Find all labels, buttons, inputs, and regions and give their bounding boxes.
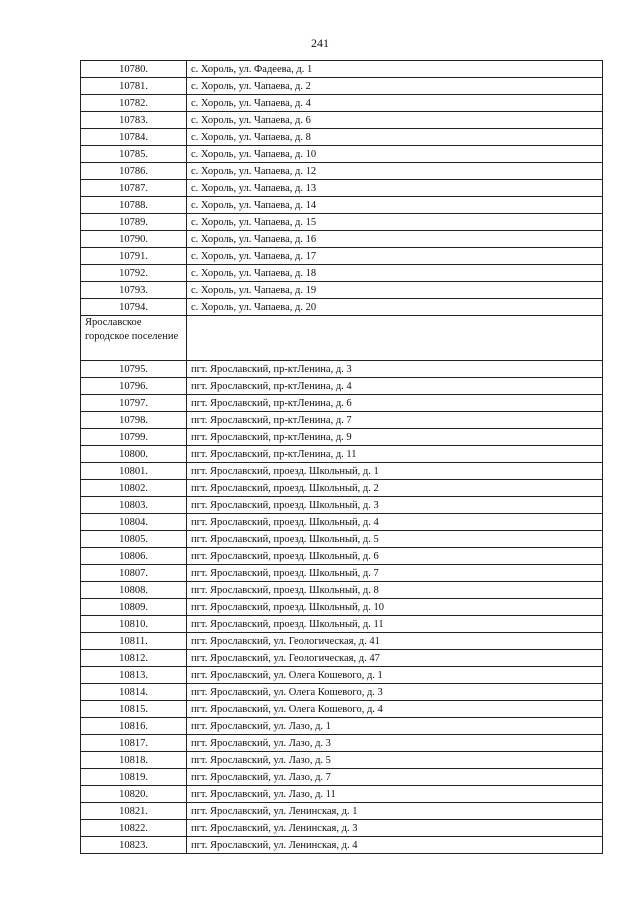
address-cell: с. Хороль, ул. Чапаева, д. 15 (187, 214, 603, 231)
address-cell: с. Хороль, ул. Чапаева, д. 20 (187, 299, 603, 316)
address-cell: пгт. Ярославский, проезд. Школьный, д. 11 (187, 616, 603, 633)
address-cell: пгт. Ярославский, пр-ктЛенина, д. 11 (187, 446, 603, 463)
row-number: 10783. (81, 112, 187, 129)
row-number: 10804. (81, 514, 187, 531)
table-row (81, 735, 603, 752)
row-number: 10796. (81, 378, 187, 395)
row-number: 10809. (81, 599, 187, 616)
address-cell: пгт. Ярославский, проезд. Школьный, д. 5 (187, 531, 603, 548)
address-cell: пгт. Ярославский, пр-ктЛенина, д. 9 (187, 429, 603, 446)
row-number: 10808. (81, 582, 187, 599)
table-row (81, 582, 603, 599)
table-row (81, 837, 603, 854)
address-cell: с. Хороль, ул. Чапаева, д. 12 (187, 163, 603, 180)
address-cell: пгт. Ярославский, проезд. Школьный, д. 7 (187, 565, 603, 582)
address-cell: пгт. Ярославский, ул. Ленинская, д. 4 (187, 837, 603, 854)
address-cell: с. Хороль, ул. Фадеева, д. 1 (187, 61, 603, 78)
address-cell: пгт. Ярославский, ул. Олега Кошевого, д. 1 (187, 667, 603, 684)
table-row (81, 497, 603, 514)
address-cell: с. Хороль, ул. Чапаева, д. 16 (187, 231, 603, 248)
table-row (81, 265, 603, 282)
address-cell: с. Хороль, ул. Чапаева, д. 6 (187, 112, 603, 129)
row-number: 10815. (81, 701, 187, 718)
row-number: 10801. (81, 463, 187, 480)
address-cell: пгт. Ярославский, ул. Лазо, д. 11 (187, 786, 603, 803)
address-cell: с. Хороль, ул. Чапаева, д. 17 (187, 248, 603, 265)
address-cell: с. Хороль, ул. Чапаева, д. 18 (187, 265, 603, 282)
table-row (81, 514, 603, 531)
row-number: 10813. (81, 667, 187, 684)
page-number: 241 (311, 36, 329, 50)
address-cell: пгт. Ярославский, пр-ктЛенина, д. 4 (187, 378, 603, 395)
table-row (81, 820, 603, 837)
row-number: 10800. (81, 446, 187, 463)
address-cell: пгт. Ярославский, пр-ктЛенина, д. 7 (187, 412, 603, 429)
table-row (81, 395, 603, 412)
row-number: 10787. (81, 180, 187, 197)
row-number: 10780. (81, 61, 187, 78)
address-cell: пгт. Ярославский, пр-ктЛенина, д. 6 (187, 395, 603, 412)
address-table-body (81, 61, 603, 854)
table-row (81, 752, 603, 769)
row-number: 10788. (81, 197, 187, 214)
address-cell: с. Хороль, ул. Чапаева, д. 2 (187, 78, 603, 95)
row-number: 10792. (81, 265, 187, 282)
table-row (81, 214, 603, 231)
address-cell: пгт. Ярославский, проезд. Школьный, д. 4 (187, 514, 603, 531)
row-number: 10805. (81, 531, 187, 548)
address-cell: с. Хороль, ул. Чапаева, д. 19 (187, 282, 603, 299)
empty-cell (187, 316, 603, 361)
table-row (81, 248, 603, 265)
row-number: 10791. (81, 248, 187, 265)
address-cell: пгт. Ярославский, ул. Лазо, д. 3 (187, 735, 603, 752)
table-row (81, 112, 603, 129)
address-cell: с. Хороль, ул. Чапаева, д. 8 (187, 129, 603, 146)
address-cell: с. Хороль, ул. Чапаева, д. 4 (187, 95, 603, 112)
address-cell: пгт. Ярославский, ул. Олега Кошевого, д. 4 (187, 701, 603, 718)
table-row (81, 684, 603, 701)
table-row (81, 650, 603, 667)
row-number: 10797. (81, 395, 187, 412)
table-row (81, 180, 603, 197)
row-number: 10816. (81, 718, 187, 735)
row-number: 10786. (81, 163, 187, 180)
address-table (80, 60, 603, 854)
row-number: 10785. (81, 146, 187, 163)
address-cell: пгт. Ярославский, ул. Лазо, д. 7 (187, 769, 603, 786)
section-header-row (81, 316, 603, 361)
row-number: 10822. (81, 820, 187, 837)
row-number: 10807. (81, 565, 187, 582)
table-row (81, 429, 603, 446)
row-number: 10795. (81, 361, 187, 378)
table-row (81, 129, 603, 146)
table-row (81, 282, 603, 299)
address-cell: пгт. Ярославский, ул. Ленинская, д. 3 (187, 820, 603, 837)
address-cell: пгт. Ярославский, ул. Ленинская, д. 1 (187, 803, 603, 820)
address-cell: пгт. Ярославский, ул. Лазо, д. 5 (187, 752, 603, 769)
row-number: 10821. (81, 803, 187, 820)
table-row (81, 548, 603, 565)
row-number: 10794. (81, 299, 187, 316)
table-row (81, 299, 603, 316)
address-cell: с. Хороль, ул. Чапаева, д. 13 (187, 180, 603, 197)
address-cell: пгт. Ярославский, проезд. Школьный, д. 3 (187, 497, 603, 514)
row-number: 10818. (81, 752, 187, 769)
row-number: 10812. (81, 650, 187, 667)
table-row (81, 599, 603, 616)
address-cell: пгт. Ярославский, ул. Геологическая, д. 47 (187, 650, 603, 667)
address-cell: пгт. Ярославский, ул. Лазо, д. 1 (187, 718, 603, 735)
table-row (81, 146, 603, 163)
table-row (81, 786, 603, 803)
address-cell: пгт. Ярославский, проезд. Школьный, д. 2 (187, 480, 603, 497)
row-number: 10793. (81, 282, 187, 299)
row-number: 10817. (81, 735, 187, 752)
table-row (81, 231, 603, 248)
table-row (81, 718, 603, 735)
row-number: 10789. (81, 214, 187, 231)
table-row (81, 412, 603, 429)
table-row (81, 667, 603, 684)
row-number: 10811. (81, 633, 187, 650)
address-cell: пгт. Ярославский, проезд. Школьный, д. 8 (187, 582, 603, 599)
table-row (81, 633, 603, 650)
table-row (81, 803, 603, 820)
table-row (81, 463, 603, 480)
address-cell: пгт. Ярославский, проезд. Школьный, д. 6 (187, 548, 603, 565)
row-number: 10798. (81, 412, 187, 429)
table-row (81, 378, 603, 395)
row-number: 10803. (81, 497, 187, 514)
table-row (81, 61, 603, 78)
table-row (81, 361, 603, 378)
address-cell: с. Хороль, ул. Чапаева, д. 14 (187, 197, 603, 214)
address-cell: с. Хороль, ул. Чапаева, д. 10 (187, 146, 603, 163)
row-number: 10784. (81, 129, 187, 146)
row-number: 10806. (81, 548, 187, 565)
row-number: 10782. (81, 95, 187, 112)
address-cell: пгт. Ярославский, ул. Геологическая, д. 41 (187, 633, 603, 650)
table-row (81, 701, 603, 718)
table-row (81, 95, 603, 112)
address-cell: пгт. Ярославский, проезд. Школьный, д. 10 (187, 599, 603, 616)
row-number: 10799. (81, 429, 187, 446)
address-cell: пгт. Ярославский, ул. Олега Кошевого, д. 3 (187, 684, 603, 701)
row-number: 10819. (81, 769, 187, 786)
table-row (81, 197, 603, 214)
address-cell: пгт. Ярославский, проезд. Школьный, д. 1 (187, 463, 603, 480)
table-row (81, 446, 603, 463)
row-number: 10802. (81, 480, 187, 497)
table-row (81, 480, 603, 497)
row-number: 10823. (81, 837, 187, 854)
table-row (81, 565, 603, 582)
address-cell: пгт. Ярославский, пр-ктЛенина, д. 3 (187, 361, 603, 378)
row-number: 10814. (81, 684, 187, 701)
row-number: 10781. (81, 78, 187, 95)
table-row (81, 616, 603, 633)
section-name: Ярославское городское поселение (81, 316, 187, 361)
row-number: 10790. (81, 231, 187, 248)
table-row (81, 163, 603, 180)
table-row (81, 531, 603, 548)
table-row (81, 769, 603, 786)
table-row (81, 78, 603, 95)
row-number: 10820. (81, 786, 187, 803)
row-number: 10810. (81, 616, 187, 633)
